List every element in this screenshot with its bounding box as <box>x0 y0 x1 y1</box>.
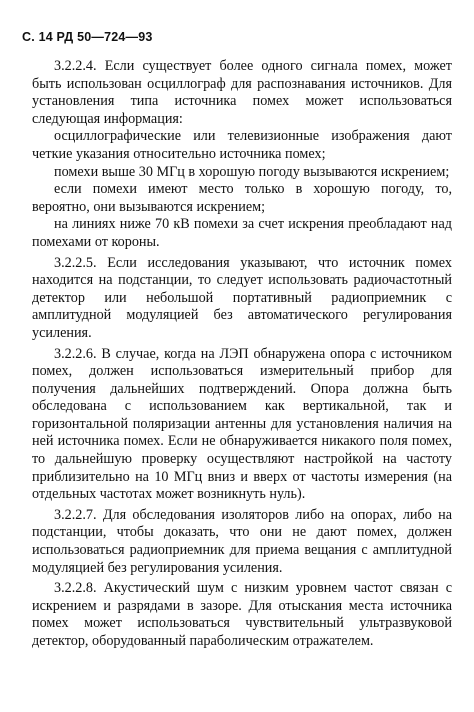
document-body <box>32 58 452 651</box>
list-item-good-weather: если помехи имеют место только в хорошую погоду, то, вероятно, они вызываются искрением; <box>32 181 452 215</box>
list-item-oscillograph: осциллографические или телевизионные изображения дают четкие указания относительно источника помех; <box>32 128 452 162</box>
page-header: С. 14 РД 50—724—93 <box>22 30 153 44</box>
list-item-30mhz: помехи выше 30 МГц в хорошую погоду вызываются искрением; <box>54 163 450 180</box>
paragraph-3-2-2-6: 3.2.2.6. В случае, когда на ЛЭП обнаружена опора с источником помех, должен использоваться измерительный прибор для получения дальнейших подтверждений. Опора должна быть обследована с использованием как вертикальной, так и горизонтальной поляризации антенны для установления наличия на ней источника помех. Если не обнаруживается никакого поля помех, то дальнейшую проверку осуществляют настройкой на частоту приблизительно на 10 МГц вниз и вверх от частоты измерения (на отдельных частотах может возникнуть нуль). <box>32 345 452 503</box>
paragraph-3-2-2-8: 3.2.2.8. Акустический шум с низким уровнем частот связан с искрением и разрядами в зазоре. Для отыскания места источника помех может использоваться чувствительный ультразвуковой детектор, оборудованный параболическим отражателем. <box>32 580 452 649</box>
paragraph-3-2-2-5: 3.2.2.5. Если исследования указывают, что источник помех находится на подстанции, то следует использовать радиочастотный детектор или небольшой портативный радиоприемник с амплитудной модуляцией без автоматического регулирования усиления. <box>32 254 452 341</box>
paragraph-3-2-2-7: 3.2.2.7. Для обследования изоляторов либо на опорах, либо на подстанции, чтобы доказать, что они не дают помех, должен использоваться радиоприемник для приема вещания с амплитудной модуляцией без регулирования усиления. <box>32 506 452 576</box>
list-item-70kv: на линиях ниже 70 кВ помехи за счет искрения преобладают над помехами от короны. <box>32 216 452 250</box>
paragraph-3-2-2-4: 3.2.2.4. Если существует более одного сигнала помех, может быть использован осциллограф для распознавания источников. Для установления типа источника помех может использоваться следующая информация: <box>32 58 452 127</box>
